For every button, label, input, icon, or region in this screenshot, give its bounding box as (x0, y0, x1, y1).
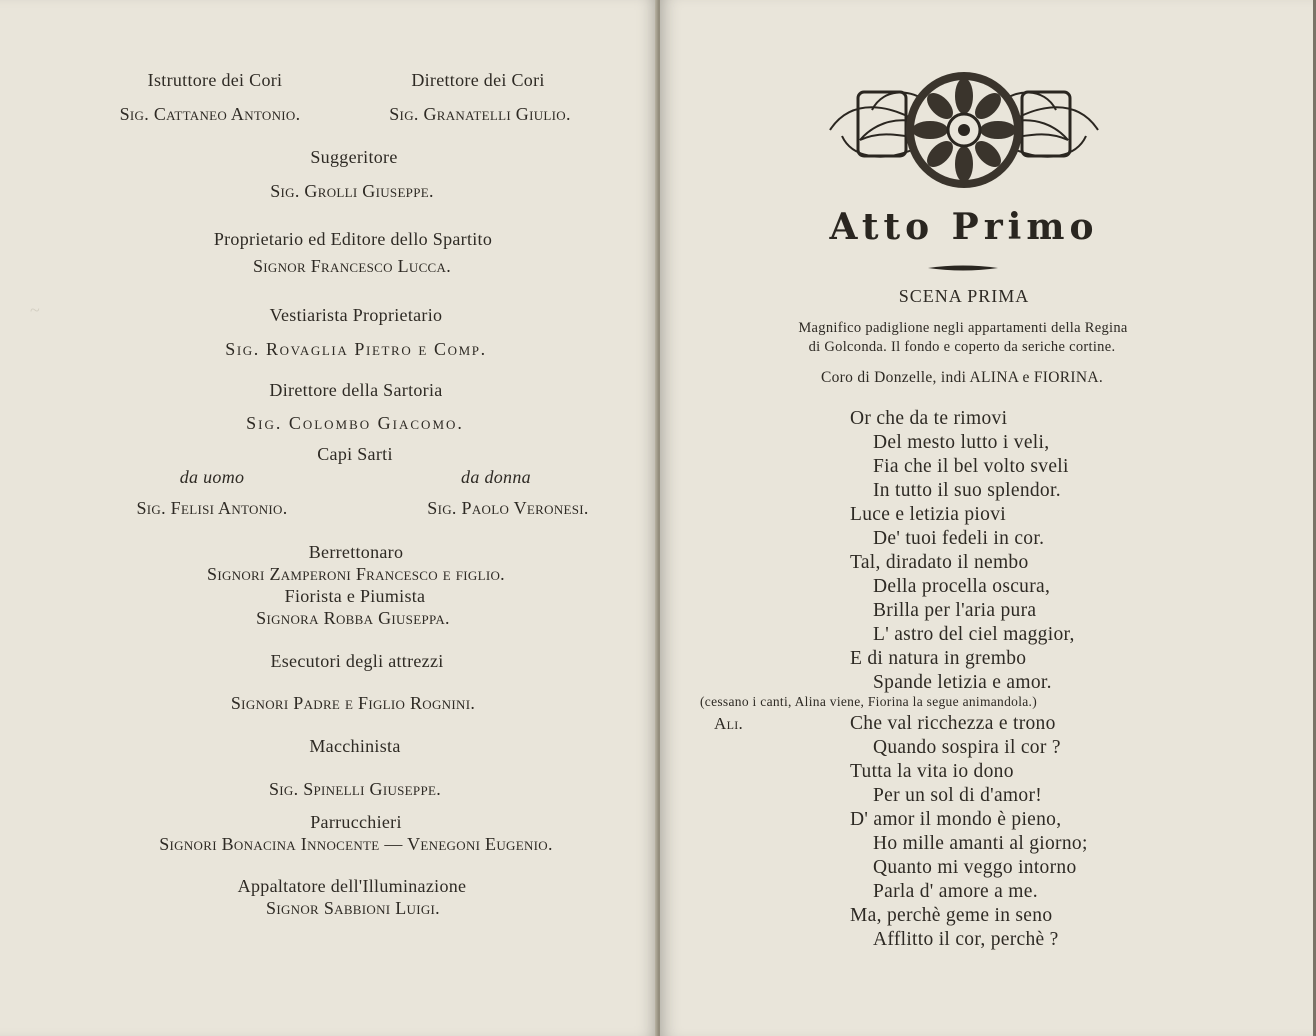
cori-director-name: Sig. Granatelli Giulio. (389, 104, 571, 124)
publisher-role: Proprietario ed Editore dello Spartito (213, 229, 493, 249)
tailor-men-label: da uomo (179, 467, 245, 487)
verse-line: Fia che il bel volto sveli (873, 456, 1069, 477)
hairdressers-role: Parrucchieri (310, 812, 402, 832)
verse-line: Brilla per l'aria pura (873, 600, 1037, 621)
verse-line: Che val ricchezza e trono (850, 713, 1056, 734)
hairdressers-name: Signori Bonacina Innocente — Venegoni Eugenio. (159, 834, 553, 854)
florist-name: Signora Robba Giuseppa. (256, 608, 450, 628)
prompter-role: Suggeritore (310, 147, 398, 167)
right-page (660, 0, 1316, 1036)
speaker-label: Ali. (714, 714, 744, 733)
verse-line: Afflitto il cor, perchè ? (873, 929, 1059, 950)
verse-line: E di natura in grembo (850, 648, 1027, 669)
lighting-role: Appaltatore dell'Illuminazione (237, 876, 467, 896)
stage-direction: (cessano i canti, Alina viene, Fiorina la segue animandola.) (700, 694, 1038, 709)
hatmaker-role: Berrettonaro (308, 542, 404, 562)
tailor-women-label: da donna (461, 467, 531, 487)
setting-line-1: Magnifico padiglione negli appartamenti della Regina (798, 320, 1128, 336)
verse-line: Luce e letizia piovi (850, 504, 1006, 525)
tailoring-name: Sig. Colombo Giacomo. (246, 413, 464, 433)
lighting-name: Signor Sabbioni Luigi. (266, 898, 440, 918)
verse-line: Quando sospira il cor ? (873, 737, 1061, 758)
characters-line: Coro di Donzelle, indi ALINA e FIORINA. (820, 369, 1104, 386)
tailor-men-name: Sig. Felisi Antonio. (136, 498, 288, 518)
machinist-role: Macchinista (309, 736, 401, 756)
verse-line: Ma, perchè geme in seno (850, 905, 1053, 926)
verse-line: L' astro del ciel maggior, (873, 624, 1075, 645)
props-role: Esecutori degli attrezzi (270, 651, 444, 671)
tailor-women-name: Sig. Paolo Veronesi. (427, 498, 589, 518)
hatmaker-name: Signori Zamperoni Francesco e figlio. (207, 564, 505, 584)
prompter-name: Sig. Grolli Giuseppe. (270, 181, 434, 201)
verse-line: Per un sol di d'amor! (873, 785, 1043, 806)
costumer-name: Sig. Rovaglia Pietro e Comp. (225, 339, 487, 359)
scene-title: SCENA PRIMA (898, 286, 1030, 306)
cori-instructor-name: Sig. Cattaneo Antonio. (119, 104, 301, 124)
verse-line: Parla d' amore a me. (873, 881, 1038, 902)
verse-line: D' amor il mondo è pieno, (850, 809, 1062, 830)
cori-instructor-role: Istruttore dei Cori (147, 70, 283, 90)
verse-line: In tutto il suo splendor. (873, 480, 1061, 501)
verse-line: Del mesto lutto i veli, (873, 432, 1050, 453)
act-title: Atto Primo (829, 206, 1099, 248)
rosette-ornament-icon (822, 66, 1106, 194)
verse-line: De' tuoi fedeli in cor. (873, 528, 1045, 549)
machinist-name: Sig. Spinelli Giuseppe. (268, 779, 442, 799)
props-name: Signori Padre e Figlio Rognini. (230, 693, 476, 713)
costumer-role: Vestiarista Proprietario (269, 305, 443, 325)
cori-director-role: Direttore dei Cori (411, 70, 545, 90)
florist-role: Fiorista e Piumista (284, 586, 426, 606)
verse-line: Spande letizia e amor. (873, 672, 1052, 693)
verse-line: Quanto mi veggo intorno (873, 857, 1077, 878)
ornamental-rule-icon (926, 262, 1000, 274)
tailoring-role: Direttore della Sartoria (269, 380, 443, 400)
verse-line: Della procella oscura, (873, 576, 1051, 597)
verse-line: Tutta la vita io dono (850, 761, 1014, 782)
tailors-role: Capi Sarti (317, 444, 393, 464)
setting-line-2: di Golconda. Il fondo e coperto da seriche cortine. (808, 339, 1116, 355)
bleed-through-text: ~ (30, 300, 40, 320)
verse-line: Or che da te rimovi (850, 408, 1008, 429)
verse-line: Tal, diradato il nembo (850, 552, 1029, 573)
verse-line: Ho mille amanti al giorno; (873, 833, 1088, 854)
publisher-name: Signor Francesco Lucca. (252, 256, 452, 276)
